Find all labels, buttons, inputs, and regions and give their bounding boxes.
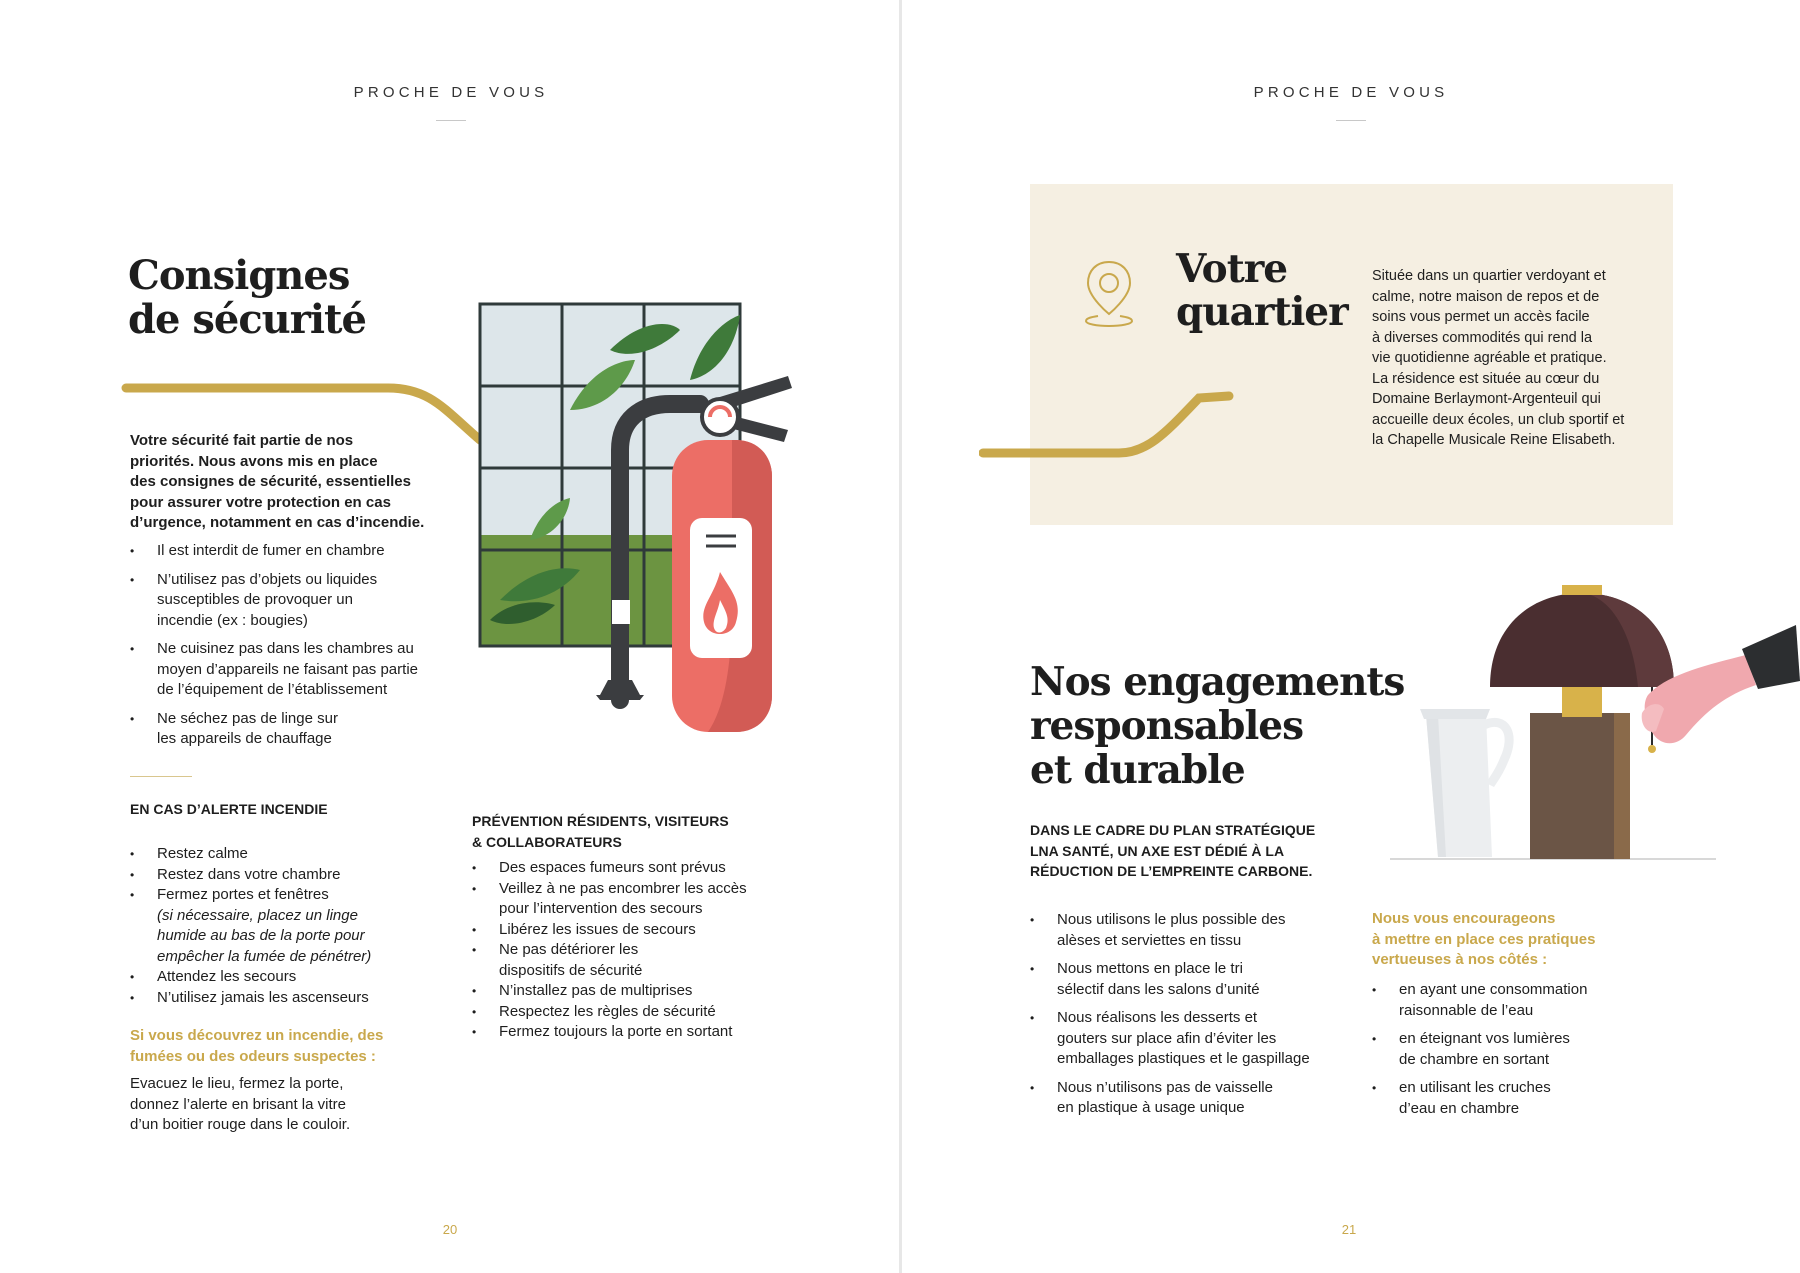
list-item: • Attendez les secours — [130, 967, 450, 988]
section-divider — [130, 776, 192, 777]
list-item: • Il est interdit de fumer en chambre — [130, 541, 460, 562]
page-number: 21 — [1341, 1222, 1357, 1237]
right-page — [902, 0, 1800, 1273]
list-item: • Fermez toujours la porte en sortant — [472, 1022, 822, 1043]
list-item: • Nous utilisons le plus possible des alèses et serviettes en tissu — [1030, 910, 1350, 951]
gold-curve-line — [979, 384, 1239, 464]
list-item: • N’utilisez pas d’objets ou liquides susceptibles de provoquer un incendie (ex : bougies) — [130, 570, 460, 632]
fire-extinguisher-illustration — [470, 300, 810, 740]
alert-heading: EN CAS D’ALERTE INCENDIE — [130, 801, 328, 817]
left-page — [0, 0, 899, 1273]
engagements-title: Nos engagements responsables et durable — [1030, 659, 1405, 793]
list-item: • N’installez pas de multiprises — [472, 981, 822, 1002]
list-item: • Des espaces fumeurs sont prévus — [472, 858, 822, 879]
running-header: PROCHE DE VOUS — [353, 84, 549, 101]
location-pin-icon — [1080, 256, 1138, 328]
intro-paragraph: Votre sécurité fait partie de nos priorités. Nous avons mis en place des consignes de sécurité, essentielles pour assurer votre protection en cas d’urgence, notamment en cas d’incendie. — [130, 432, 425, 531]
quartier-text: Située dans un quartier verdoyant et calme, notre maison de repos et de soins vous permet un accès facile à diverses commodités qui rend la vie quotidienne agréable et pratique. La résidence est située au cœur du Domaine Berlaymont-Argenteuil qui accueille deux écoles, un club sportif et la Chapelle Musicale Reine Elisabeth. — [1372, 268, 1625, 448]
page-title: Consignes de sécurité — [128, 252, 366, 343]
list-item: • Restez dans votre chambre — [130, 865, 450, 886]
encourage-heading: Nous vous encourageons à mettre en place ces pratiques vertueuses à nos côtés : — [1372, 910, 1596, 968]
list-item: • en ayant une consommation raisonnable de l’eau — [1372, 980, 1672, 1021]
list-item: • Ne pas détériorer les dispositifs de sécurité — [472, 940, 822, 981]
list-item: • Nous n’utilisons pas de vaisselle en plastique à usage unique — [1030, 1078, 1350, 1119]
engagements-list — [1030, 910, 1350, 1119]
list-item: • Restez calme — [130, 844, 450, 865]
prevention-list — [472, 858, 822, 1043]
list-item: • Libérez les issues de secours — [472, 920, 822, 941]
discover-text: Evacuez le lieu, fermez la porte, donnez l’alerte en brisant la vitre d’un boitier rouge dans le couloir. — [130, 1075, 351, 1133]
lamp-illustration — [1386, 585, 1800, 865]
list-item: • Respectez les règles de sécurité — [472, 1002, 822, 1023]
alert-list — [130, 844, 450, 1008]
encourage-list — [1372, 980, 1672, 1119]
list-item: • en utilisant les cruches d’eau en chambre — [1372, 1078, 1672, 1119]
running-header: PROCHE DE VOUS — [1253, 84, 1449, 101]
list-item: • Fermez portes et fenêtres (si nécessaire, placez un linge humide au bas de la porte pour empêcher la fumée de pénétrer) — [130, 885, 450, 967]
list-item: • Ne séchez pas de linge sur les appareils de chauffage — [130, 709, 460, 750]
engagements-intro: DANS LE CADRE DU PLAN STRATÉGIQUE LNA SANTÉ, UN AXE EST DÉDIÉ À LA RÉDUCTION DE L’EMPREINTE CARBONE. — [1030, 822, 1316, 879]
list-item: • Nous réalisons les desserts et gouters sur place afin d’éviter les emballages plastiques et le gaspillage — [1030, 1008, 1350, 1070]
list-item: • N’utilisez jamais les ascenseurs — [130, 988, 450, 1009]
prevention-heading: PRÉVENTION RÉSIDENTS, VISITEURS & COLLABORATEURS — [472, 813, 729, 850]
header-rule — [1336, 120, 1366, 121]
list-item: • Ne cuisinez pas dans les chambres au moyen d’appareils ne faisant pas partie de l’équipement de l’établissement — [130, 639, 460, 701]
quartier-title: Votre quartier — [1176, 246, 1348, 335]
list-item: • Veillez à ne pas encombrer les accès pour l’intervention des secours — [472, 879, 822, 920]
page-number: 20 — [442, 1222, 458, 1237]
list-item: • Nous mettons en place le tri sélectif dans les salons d’unité — [1030, 959, 1350, 1000]
list-item: • en éteignant vos lumières de chambre en sortant — [1372, 1029, 1672, 1070]
discover-heading: Si vous découvrez un incendie, des fumées ou des odeurs suspectes : — [130, 1027, 384, 1065]
safety-rules-list — [130, 541, 460, 750]
header-rule — [436, 120, 466, 121]
